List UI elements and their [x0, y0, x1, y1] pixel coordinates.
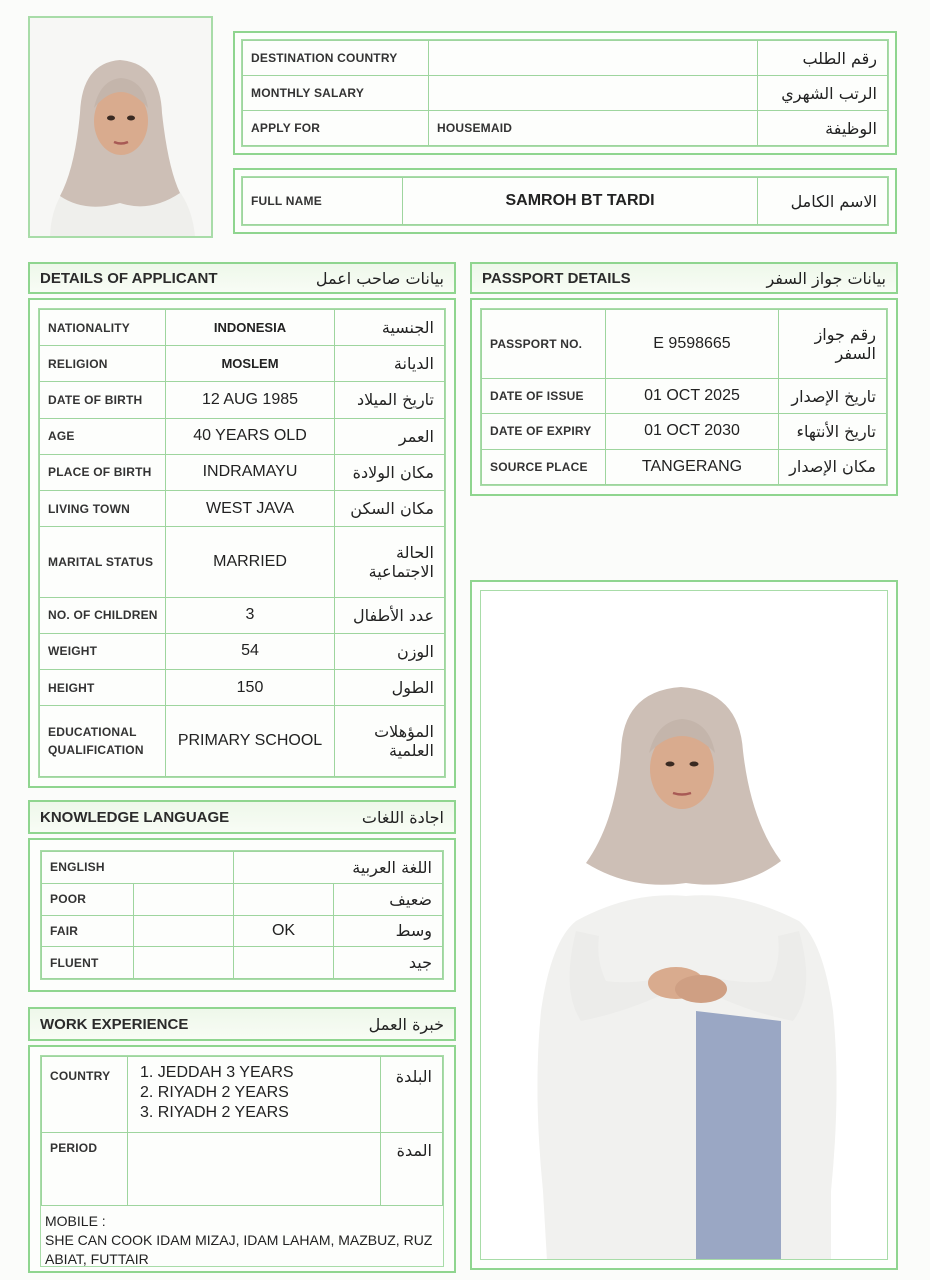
applicant-field-value: 12 AUG 1985	[166, 382, 335, 418]
apply-for-ar: الوظيفة	[758, 111, 888, 146]
applicant-field-label: MARITAL STATUS	[40, 527, 166, 598]
period-value	[128, 1133, 381, 1206]
language-title-ar: اجادة اللغات	[361, 807, 444, 827]
passport-field-ar: رقم جواز السفر	[779, 310, 887, 379]
passport-row	[482, 310, 887, 379]
period-ar: المدة	[381, 1133, 443, 1206]
applicant-field-label: RELIGION	[40, 346, 166, 382]
passport-field-ar: تاريخ الأنتهاء	[779, 414, 887, 449]
passport-details-title-ar: بيانات جواز السفر	[766, 268, 886, 288]
passport-field-value: 01 OCT 2025	[606, 378, 779, 413]
applicant-field-value: 40 YEARS OLD	[166, 418, 335, 454]
applicant-row	[40, 346, 445, 382]
language-level-label: FAIR	[42, 915, 134, 947]
applicant-field-ar: عدد الأطفال	[335, 597, 445, 633]
arabic-level-value: OK	[234, 915, 334, 947]
monthly-salary-row	[243, 76, 888, 111]
passport-field-value: TANGERANG	[606, 449, 779, 484]
work-experience-title-ar: خبرة العمل	[368, 1014, 444, 1034]
country-item: 3. RIYADH 2 YEARS	[140, 1104, 289, 1121]
work-experience-header	[28, 1007, 456, 1041]
applicant-row	[40, 382, 445, 418]
passport-field-label: DATE OF ISSUE	[482, 378, 606, 413]
language-header	[28, 800, 456, 834]
applicant-field-value: 3	[166, 597, 335, 633]
english-level-value	[134, 915, 234, 947]
cooking-skills: SHE CAN COOK IDAM MIZAJ, IDAM LAHAM, MAZBUZ, RUZ ABIAT, FUTTAIR	[45, 1232, 433, 1267]
applicant-field-ar: الجنسية	[335, 310, 445, 346]
passport-field-label: PASSPORT NO.	[482, 310, 606, 379]
passport-details-box	[470, 298, 898, 496]
applicant-row	[40, 597, 445, 633]
language-level-row	[42, 947, 443, 979]
destination-country-row	[243, 41, 888, 76]
applicant-field-ar: مكان الولادة	[335, 454, 445, 490]
applicant-field-value: 54	[166, 633, 335, 669]
work-experience-box	[28, 1045, 456, 1273]
language-box	[28, 838, 456, 992]
applicant-field-label: AGE	[40, 418, 166, 454]
applicant-field-ar: مكان السكن	[335, 490, 445, 526]
destination-country-value	[429, 41, 758, 76]
passport-row	[482, 378, 887, 413]
arabic-label: اللغة العربية	[234, 852, 443, 884]
passport-row	[482, 414, 887, 449]
applicant-field-label: HEIGHT	[40, 670, 166, 706]
applicant-field-ar: الطول	[335, 670, 445, 706]
applicant-field-value: INDRAMAYU	[166, 454, 335, 490]
country-list	[128, 1057, 381, 1133]
country-item: 1. JEDDAH 3 YEARS	[140, 1064, 294, 1081]
full-body-photo	[480, 590, 888, 1260]
passport-field-ar: مكان الإصدار	[779, 449, 887, 484]
application-info-box	[233, 31, 897, 155]
arabic-level-value	[234, 883, 334, 915]
applicant-field-ar: الحالة الاجتماعية	[335, 527, 445, 598]
apply-for-label: APPLY FOR	[243, 111, 429, 146]
period-label: PERIOD	[42, 1133, 128, 1206]
applicant-row	[40, 633, 445, 669]
applicant-field-value: MARRIED	[166, 527, 335, 598]
applicant-details-header	[28, 262, 456, 294]
applicant-field-value: INDONESIA	[166, 310, 335, 346]
applicant-row	[40, 418, 445, 454]
applicant-field-label: DATE OF BIRTH	[40, 382, 166, 418]
monthly-salary-label: MONTHLY SALARY	[243, 76, 429, 111]
applicant-field-value: 150	[166, 670, 335, 706]
mobile-label: MOBILE :	[45, 1213, 106, 1229]
portrait-figure	[30, 18, 211, 236]
work-experience-table	[41, 1056, 443, 1206]
applicant-row	[40, 670, 445, 706]
passport-details-table	[481, 309, 887, 485]
applicant-field-value: MOSLEM	[166, 346, 335, 382]
passport-field-label: DATE OF EXPIRY	[482, 414, 606, 449]
language-level-label: POOR	[42, 883, 134, 915]
applicant-details-table	[39, 309, 445, 777]
country-item: 2. RIYADH 2 YEARS	[140, 1084, 289, 1101]
country-label: COUNTRY	[42, 1057, 128, 1133]
mobile-notes	[41, 1206, 443, 1269]
full-body-photo-box	[470, 580, 898, 1270]
portrait-photo	[28, 16, 213, 238]
passport-field-ar: تاريخ الإصدار	[779, 378, 887, 413]
monthly-salary-ar: الرتب الشهري	[758, 76, 888, 111]
monthly-salary-value	[429, 76, 758, 111]
applicant-field-ar: تاريخ الميلاد	[335, 382, 445, 418]
applicant-field-label: EDUCATIONAL QUALIFICATION	[40, 706, 166, 777]
arabic-level-value	[234, 947, 334, 979]
applicant-field-label: PLACE OF BIRTH	[40, 454, 166, 490]
applicant-row	[40, 527, 445, 598]
applicant-field-ar: العمر	[335, 418, 445, 454]
applicant-row	[40, 490, 445, 526]
destination-country-ar: رقم الطلب	[758, 41, 888, 76]
destination-country-label: DESTINATION COUNTRY	[243, 41, 429, 76]
applicant-row	[40, 706, 445, 777]
language-level-ar: وسط	[334, 915, 443, 947]
language-level-ar: ضعيف	[334, 883, 443, 915]
passport-row	[482, 449, 887, 484]
english-label: ENGLISH	[42, 852, 234, 884]
applicant-row	[40, 454, 445, 490]
full-body-figure	[481, 591, 888, 1260]
work-experience-title: WORK EXPERIENCE	[40, 1015, 189, 1033]
applicant-field-value: WEST JAVA	[166, 490, 335, 526]
applicant-field-label: WEIGHT	[40, 633, 166, 669]
applicant-field-ar: الوزن	[335, 633, 445, 669]
applicant-row	[40, 310, 445, 346]
apply-for-row	[243, 111, 888, 146]
english-level-value	[134, 947, 234, 979]
language-table	[41, 851, 443, 979]
full-name-ar: الاسم الكامل	[758, 178, 888, 225]
country-ar: البلدة	[381, 1057, 443, 1133]
passport-details-title: PASSPORT DETAILS	[482, 269, 631, 287]
passport-field-value: E 9598665	[606, 310, 779, 379]
applicant-field-label: NO. OF CHILDREN	[40, 597, 166, 633]
applicant-field-label: NATIONALITY	[40, 310, 166, 346]
full-name-box	[233, 168, 897, 234]
language-level-label: FLUENT	[42, 947, 134, 979]
applicant-field-ar: الديانة	[335, 346, 445, 382]
applicant-details-title-ar: بيانات صاحب اعمل	[315, 268, 444, 288]
applicant-details-box	[28, 298, 456, 788]
language-header-row	[42, 852, 443, 884]
applicant-field-label: LIVING TOWN	[40, 490, 166, 526]
full-name-value: SAMROH BT TARDI	[403, 178, 758, 225]
language-title: KNOWLEDGE LANGUAGE	[40, 808, 230, 826]
language-level-row	[42, 915, 443, 947]
full-name-label: FULL NAME	[243, 178, 403, 225]
apply-for-value: HOUSEMAID	[429, 111, 758, 146]
applicant-details-title: DETAILS OF APPLICANT	[40, 269, 218, 287]
applicant-field-value: PRIMARY SCHOOL	[166, 706, 335, 777]
english-level-value	[134, 883, 234, 915]
language-level-row	[42, 883, 443, 915]
applicant-field-ar: المؤهلات العلمية	[335, 706, 445, 777]
passport-field-value: 01 OCT 2030	[606, 414, 779, 449]
passport-details-header	[470, 262, 898, 294]
language-level-ar: جيد	[334, 947, 443, 979]
passport-field-label: SOURCE PLACE	[482, 449, 606, 484]
